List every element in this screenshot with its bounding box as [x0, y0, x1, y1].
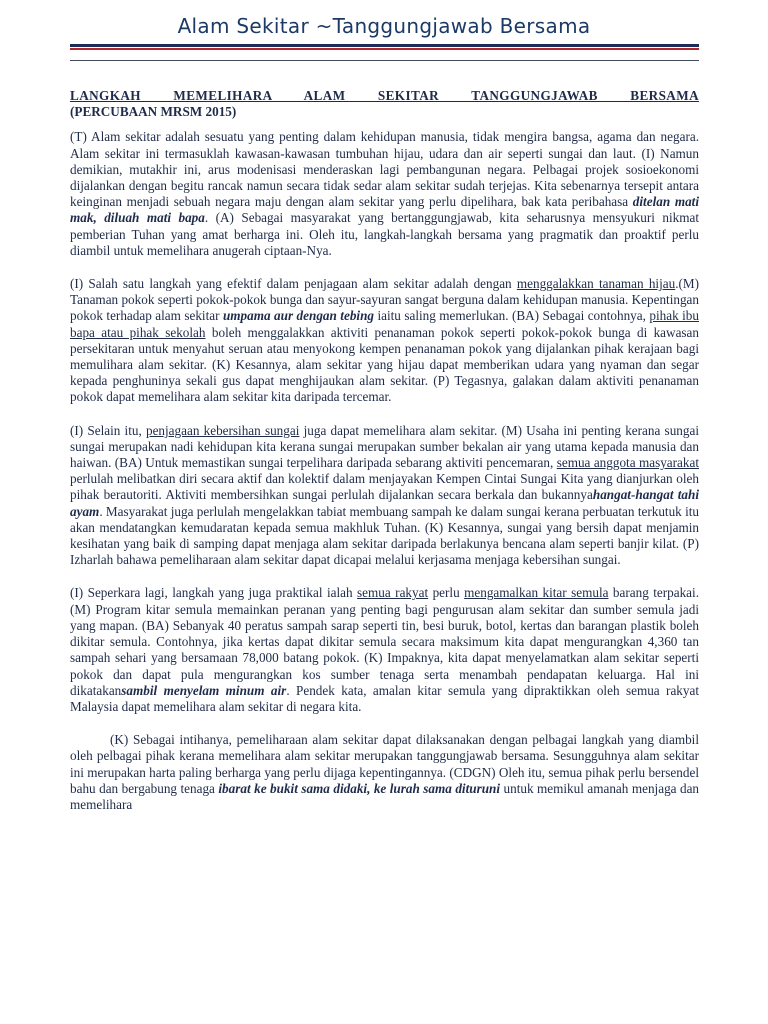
header-rule-thin: [70, 60, 699, 61]
proverb-text: hangat-hangat tahi ayam: [70, 487, 700, 519]
proverb-text: ibarat ke bukit sama didaki, ke lurah sama dituruni: [218, 780, 501, 796]
key-phrase: penjagaan kebersihan sungai: [145, 422, 300, 438]
key-phrase: pihak ibu bapa atau pihak sekolah: [70, 308, 699, 340]
paragraph-conclusion: (K) Sebagai intihanya, pemeliharaan alam sekitar dapat dilaksanakan dengan pelbagai langkah yang diambil oleh pelbagai pihak kerana memelihara alam sekitar merupakan tanggungjawab bersama. Sesungguhnya alam sekitar ini merupakan harta paling berharga yang perlu dijaga kepentingannya. (CDGN) Oleh itu, semua pihak perlu bersendel bahu dan bergabung tenaga ibarat ke bukit sama didaki, ke lurah sama dituruni untuk memikul amanah menjaga dan memelihara: [70, 732, 700, 812]
proverb-text: ditelan mati mak, diluah mati bapa: [70, 194, 699, 226]
header-rule-red: [70, 48, 699, 50]
essay-subheading: (PERCUBAAN MRSM 2015): [70, 104, 237, 120]
key-phrase: mengamalkan kitar semula: [464, 585, 609, 601]
key-phrase: semua anggota masyarakat: [556, 455, 700, 471]
essay-body: [70, 88, 699, 830]
essay-heading: LANGKAH MEMELIHARA ALAM SEKITAR TANGGUNGJAWAB BERSAMA: [70, 88, 699, 103]
header-rule-navy: [70, 44, 699, 47]
paragraph-introduction: (T) Alam sekitar adalah sesuatu yang penting dalam kehidupan manusia, tidak mengira bangsa, agama dan negara. Alam sekitar ini termasuklah kawasan-kawasan tumbuhan hijau, udara dan air seperti sungai dan laut. (I) Namun demikian, mutakhir ini, arus modenisasi menderaskan lagi pembangunan negara. Pelbagai projek sosioekonomi dijalankan dengan begitu rancak namun secara tidak sedar alam sekitar sudah terjejas. Kita sebenarnya tersepit antara keinginan menjadi sebuah negara maju dengan alam sekitar yang perlu dipelihara, bak kata peribahasa ditelan mati mak, diluah mati bapa. (A) Sebagai masyarakat yang bertanggungjawab, kita seharusnya mensyukuri nikmat pemberian Tuhan yang amat berharga ini. Oleh itu, langkah-langkah bersama yang pragmatik dan proaktif perlu diambil untuk memelihara anugerah ciptaan-Nya.: [70, 129, 699, 258]
paragraph-point-2: (I) Selain itu, penjagaan kebersihan sungai juga dapat memelihara alam sekitar. (M) Usaha ini penting kerana sungai sungai merupakan nadi kehidupan kita kerana sungai merupakan sumber bekalan air yang utama kepada manusia dan haiwan. (BA) Untuk memastikan sungai terpelihara daripada sebarang aktiviti pencemaran, semua anggota masyarakat perlulah melibatkan diri secara aktif dan kolektif dalam menjayakan Kempen Cintai Sungai Kita yang dianjurkan oleh pihak berautoriti. Aktiviti membersihkan sungai perlulah dijalankan secara berkala dan bukannyahangat-hangat tahi ayam. Masyarakat juga perlulah mengelakkan tabiat membuang sampah ke dalam sungai kerana perbuatan terkutuk itu akan mendatangkan kemudaratan kepada semua makhluk Tuhan. (K) Kesannya, sungai yang bersih dapat menjamin kesihatan yang baik di samping dapat menjaga alam sekitar daripada berlakunya bencana alam seperti banjir kilat. (P) Izharlah bahawa pemeliharaan alam sekitar dapat dicapai melalui kerjasama menjaga kebersihan sungai.: [70, 422, 700, 568]
key-phrase: menggalakkan tanaman hijau: [516, 276, 676, 292]
key-phrase: semua rakyat: [357, 585, 429, 601]
page-header-title: Alam Sekitar ~Tanggungjawab Bersama: [177, 14, 591, 38]
paragraph-point-1: (I) Salah satu langkah yang efektif dalam penjagaan alam sekitar adalah dengan menggalakkan tanaman hijau.(M) Tanaman pokok seperti pokok-pokok bunga dan sayur-sayuran sangat berguna dalam kehidupan manusia. Kepentingan pokok terhadap alam sekitar umpama aur dengan tebing iaitu saling memerlukan. (BA) Sebagai contohnya, pihak ibu bapa atau pihak sekolah boleh menggalakkan aktiviti penanaman pokok seperti pokok-pokok bunga di kawasan persekitaran untuk menyahut seruan atau menyokong kempen penanaman pokok yang dijalankan pihak kerajaan bagi memulihara alam sekitar. (K) Kesannya, alam sekitar yang hijau dapat memberikan udara yang nyaman dan segar kepada penghuninya sekali gus dapat menghijaukan alam sekitar. (P) Tegasnya, galakan dalam aktiviti penanaman pokok dapat memelihara alam sekitar kita daripada tercemar.: [70, 276, 700, 405]
proverb-text: umpama aur dengan tebing: [222, 308, 374, 324]
proverb-text: sambil menyelam minum air: [121, 682, 287, 698]
paragraph-point-3: (I) Seperkara lagi, langkah yang juga praktikal ialah semua rakyat perlu mengamalkan kitar semula barang terpakai. (M) Program kitar semula memainkan peranan yang penting bagi pengurusan alam sekitar dan sumber semula jadi yang mapan. (BA) Sebanyak 40 peratus sampah sarap seperti tin, besi buruk, botol, kertas dan barangan plastik boleh dikitar semula. Contohnya, jika kertas dapat dikitar semula secara maksimum kita dapat mengurangkan 4,360 tan sampah sehari yang bersamaan 78,000 batang pokok. (K) Impaknya, kita dapat menyelamatkan alam sekitar seperti pokok dan dapat pula mengurangkan kos sumber tenaga serta menambah pendapatan keluarga. Hal ini dikatakansambil menyelam minum air. Pendek kata, amalan kitar semula yang dipraktikkan oleh semua rakyat Malaysia dapat memelihara alam sekitar di negara kita.: [70, 585, 700, 714]
